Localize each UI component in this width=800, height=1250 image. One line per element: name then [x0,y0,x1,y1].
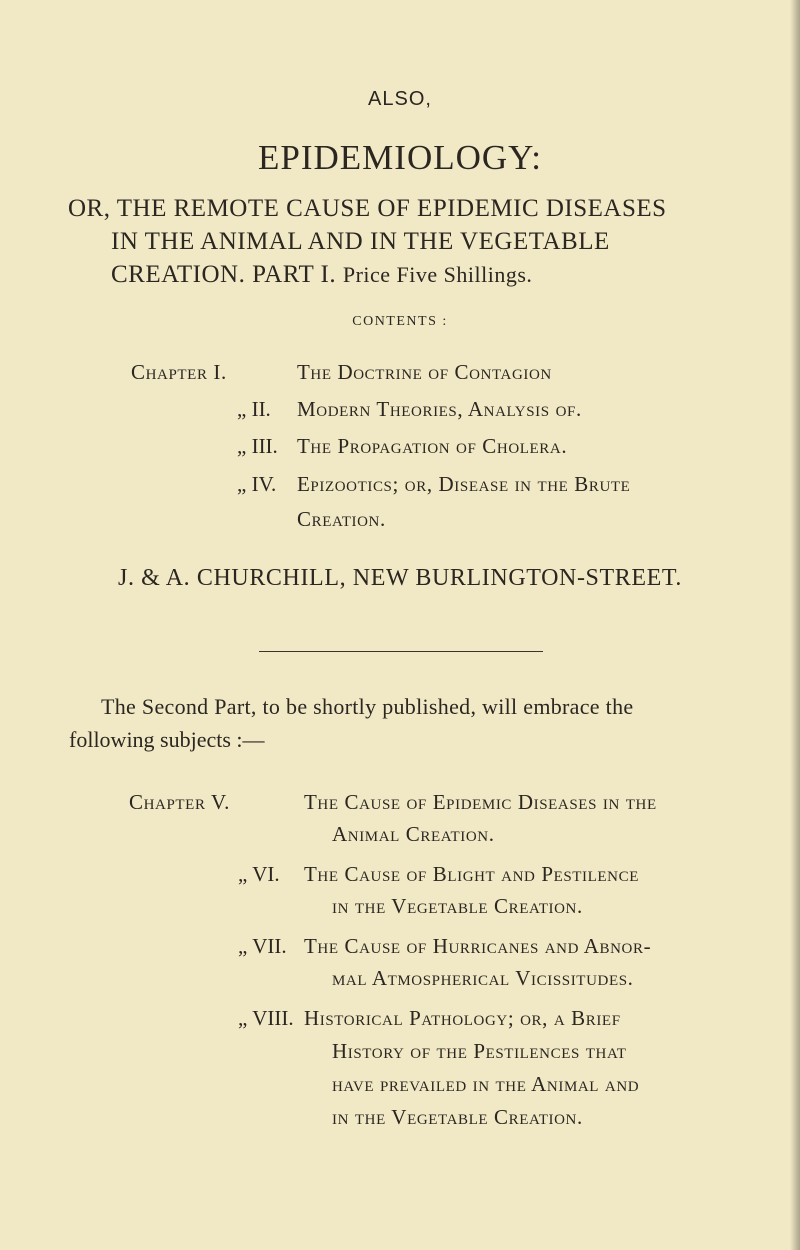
subtitle-part: CREATION. PART I. [111,261,337,288]
chapter-label: „ IV. [237,472,277,496]
page-edge-shadow [790,0,800,1250]
also-heading: ALSO, [368,88,432,110]
chapter-label: „ VII. [238,934,287,958]
paragraph-line-2: following subjects :— [69,727,265,752]
chapter-title: The Cause of Blight and Pestilence [304,862,639,886]
chapter-label: „ III. [237,434,278,458]
chapter-title-continued: History of the Pestilences that [332,1039,627,1063]
contents-item [0,397,800,427]
subtitle-line-3 [68,258,748,291]
chapter-title-continued: have prevailed in the Animal and [332,1072,640,1096]
chapter-title: The Propagation of Cholera. [297,434,568,458]
chapter-title: Epizootics; or, Disease in the Brute [297,472,631,496]
chapter-title-continued: Creation. [297,507,386,531]
subtitle-line-1: OR, THE REMOTE CAUSE OF EPIDEMIC DISEASES [68,195,667,222]
contents-item [0,934,800,964]
chapter-title: Modern Theories, Analysis of. [297,397,582,421]
chapter-title: The Cause of Hurricanes and Abnor- [304,934,652,958]
chapter-title-continued: Animal Creation. [332,822,495,846]
chapter-label: „ VI. [238,862,280,886]
chapter-title-continued: in the Vegetable Creation. [332,1105,583,1129]
contents-item-continued [0,894,800,924]
contents-item [0,862,800,892]
chapter-title: The Cause of Epidemic Diseases in the [304,790,657,814]
contents-item-continued [0,507,800,537]
contents-item-continued [0,966,800,996]
contents-item [0,1006,800,1036]
chapter-label: „ VIII. [238,1006,294,1030]
chapter-title-continued: mal Atmospherical Vicissitudes. [332,966,634,990]
chapter-label: Chapter I. [131,360,227,384]
paragraph-line-1: The Second Part, to be shortly published, will embrace the [101,694,634,719]
contents-item-continued [0,1039,800,1069]
chapter-label: Chapter V. [129,790,230,814]
chapter-title: The Doctrine of Contagion [297,360,552,384]
contents-item [0,790,800,820]
contents-item-continued [0,822,800,852]
chapter-title: Historical Pathology; or, a Brief [304,1006,621,1030]
subtitle-line-2: IN THE ANIMAL AND IN THE VEGETABLE [111,228,610,255]
divider-rule [259,651,543,652]
contents-item [0,360,800,390]
contents-label: CONTENTS : [352,314,448,329]
contents-item-continued [0,1105,800,1135]
second-part-paragraph [69,690,759,756]
book-subtitle [68,192,748,291]
chapter-label: „ II. [237,397,271,421]
chapter-title-continued: in the Vegetable Creation. [332,894,583,918]
contents-item [0,434,800,464]
contents-item [0,472,800,502]
book-title: EPIDEMIOLOGY: [258,138,542,177]
publisher-line: J. & A. CHURCHILL, NEW BURLINGTON-STREET. [118,565,682,591]
contents-item-continued [0,1072,800,1102]
price-text: Price Five Shillings. [342,262,533,287]
